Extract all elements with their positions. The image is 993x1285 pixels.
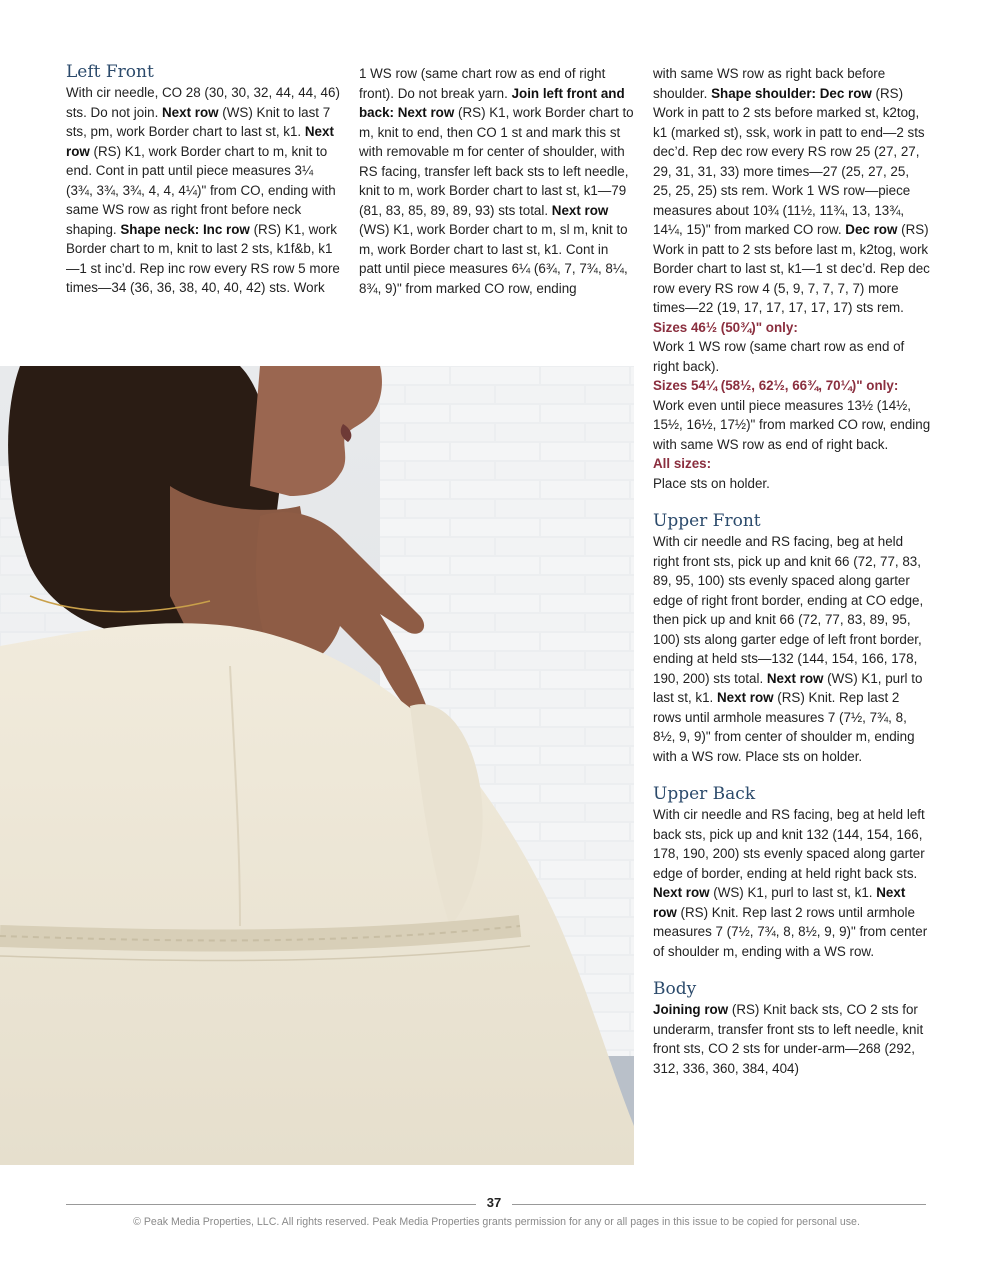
- column-right: [653, 64, 931, 1078]
- text-run: with same WS row as right back before shoulder.: [653, 66, 886, 101]
- text-run: (RS) Work in patt to 2 sts before last m, k2tog, work Border chart to last st, k1—1 st dec’d. Rep dec row every RS row 4 (5, 9, 7, 7, 7, 7) more times—22 (19, 17, 17, 17, 17, 17) sts rem.: [653, 222, 930, 315]
- section-heading-upper-front: Upper Front: [653, 511, 761, 531]
- text-run: (RS) Knit. Rep last 2 rows until armhole measures 7 (7½, 7¾, 8, 8½, 9, 9)" from center of shoulder m, ending with a WS row.: [653, 904, 928, 959]
- bold-run: Shape neck: Inc row: [120, 221, 250, 237]
- text-run: (RS) Work in patt to 2 sts before marked st, k2tog, k1 (marked st), ssk, work in patt to end—2 sts dec’d. Rep dec row every RS row 25 (27, 27, 29, 31, 31, 33) more times—27 (25, 27, 25, 25, 25, 25) sts rem. Work 1 WS row—piece measures about 10¾ (11½, 11¾, 13, 13¾, 14¼, 15)" from marked CO row.: [653, 85, 925, 237]
- body-text: [653, 1000, 931, 1078]
- text-run: (WS) K1, purl to last st, k1.: [709, 885, 877, 900]
- size-label: Sizes 46½ (50¾)" only:: [653, 319, 798, 335]
- section-heading-body: Body: [653, 979, 697, 999]
- text-run: (RS) K1, work Border chart to m, knit to end. Cont in patt until piece measures 3¼ (3¾, 3¾, 3¾, 4, 4, 4¼)" from CO, ending with same WS row as right front before neck shaping.: [66, 143, 336, 237]
- section-heading-left-front: Left Front: [66, 62, 154, 82]
- bold-run: Next row: [551, 202, 609, 218]
- bold-run: Joining row: [653, 1002, 729, 1017]
- bold-run: Next row: [162, 104, 219, 120]
- photo-illustration: [0, 366, 634, 1165]
- text-run: With cir needle, CO 28 (30, 30, 32, 44, 44, 46) sts. Do not join.: [66, 85, 340, 120]
- size-label: Sizes 54¼ (58½, 62½, 66¾, 70¼)" only:: [653, 378, 899, 393]
- size-label: All sizes:: [653, 456, 712, 471]
- footer-rule: [512, 1204, 926, 1205]
- bold-run: Next row: [653, 885, 710, 900]
- text-run: 1 WS row (same chart row as end of right front). Do not break yarn.: [359, 66, 606, 101]
- text-run: (RS) K1, work Border chart to m, knit to end, then CO 1 st and mark this st with removable m for center of shoulder, with RS facing, transfer left back sts to left needle, knit to m, work Border chart to last st, k1—79 (81, 83, 85, 89, 89, 93) sts total.: [359, 105, 634, 218]
- section-heading-upper-back: Upper Back: [653, 784, 756, 804]
- bold-run: Join left front and back:: [359, 85, 625, 120]
- bold-run: Next row: [766, 670, 824, 686]
- text-run: (RS) Knit back sts, CO 2 sts for underarm, transfer front sts to left needle, knit front sts, CO 2 sts for under-arm—268 (292, 312, 336, 360, 384, 404): [653, 1002, 924, 1076]
- bold-run: Dec row: [845, 222, 898, 237]
- size-text: Work even until piece measures 13½ (14½, 15½, 16½, 17½)" from marked CO row, ending with same WS row as end of right back.: [653, 397, 931, 452]
- footer-rule: [66, 1204, 476, 1205]
- bold-run: Next row: [397, 105, 455, 120]
- upper-front-text: [653, 532, 931, 766]
- bold-run: Next row: [66, 124, 334, 159]
- text-run: (WS) Knit to last 7 sts, pm, work Border chart to last st, k1.: [66, 104, 331, 139]
- text-run: With cir needle and RS facing, beg at held right front sts, pick up and knit 66 (72, 77, 83, 89, 95, 100) sts evenly spaced along garter edge of right front border, ending at CO edge, then pick up and knit 66 (72, 77, 83, 89, 95, 100) sts along garter edge of left front border, ending at held sts—132 (144, 154, 166, 178, 190, 200) sts total.: [653, 534, 924, 686]
- column-left-front: [66, 62, 341, 298]
- text-run: With cir needle and RS facing, beg at held left back sts, pick up and knit 132 (144, 154, 166, 178, 190, 200) sts evenly spaced along garter edge of border, ending at held right back sts.: [653, 807, 925, 881]
- text-run: (WS) K1, work Border chart to m, sl m, knit to m, work Border chart to last st, k1. Cont in patt until piece measures 6¼ (6¾, 7, 7¾, 8¼, 8¾, 9)" from marked CO row, ending: [359, 222, 628, 296]
- shoulder-text: [653, 64, 931, 318]
- sweater-photo: [0, 366, 634, 1165]
- text-run: (WS) K1, purl to last st, k1.: [653, 670, 923, 705]
- bold-run: Next row: [653, 885, 906, 920]
- left-front-text: [66, 83, 341, 298]
- join-text: [359, 64, 634, 298]
- page-number: 37: [486, 1195, 502, 1210]
- text-run: (RS) K1, work Border chart to m, knit to last 2 sts, k1f&b, k1—1 st inc’d. Rep inc row every RS row 5 more times—34 (36, 36, 38, 40, 40, 42) sts. Work: [66, 221, 340, 295]
- column-middle: [359, 64, 634, 298]
- size-text: Work 1 WS row (same chart row as end of right back).: [653, 339, 905, 374]
- size-text: Place sts on holder.: [653, 475, 770, 491]
- bold-run: Next row: [717, 690, 774, 705]
- upper-back-text: [653, 805, 931, 961]
- bold-run: Shape shoulder: Dec row: [711, 85, 872, 101]
- copyright-notice: © Peak Media Properties, LLC. All rights reserved. Peak Media Properties grants permission for any or all pages in this issue to be copied for personal use.: [133, 1216, 860, 1228]
- text-run: (RS) Knit. Rep last 2 rows until armhole measures 7 (7½, 7¾, 8, 8½, 9, 9)" from center of shoulder m, ending with a WS row. Place sts on holder.: [653, 690, 915, 764]
